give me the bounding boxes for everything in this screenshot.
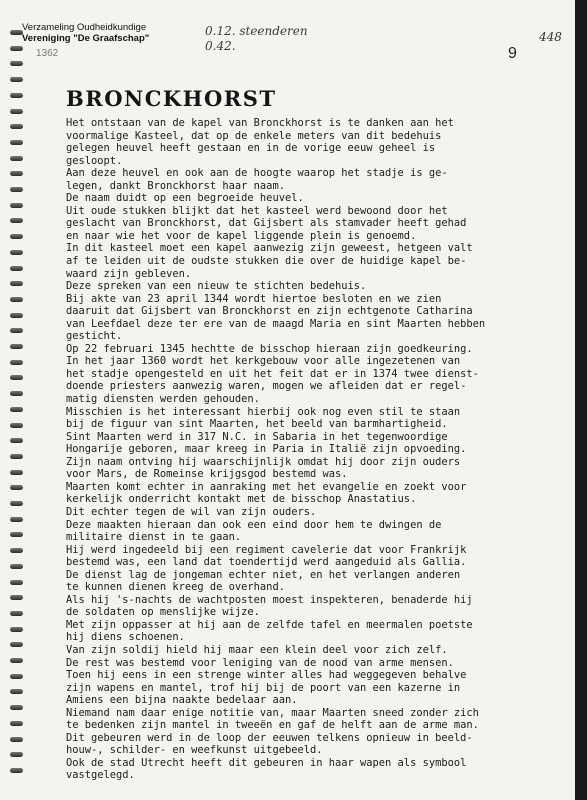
text-line: Hongarije geboren, maar kreeg in Paria in Italië zijn opvoeding. bbox=[66, 443, 467, 456]
binding-coil bbox=[10, 532, 23, 537]
spiral-binding bbox=[10, 30, 24, 790]
handwritten-line-2: 0.42. bbox=[205, 39, 236, 53]
text-line: waard zijn gebleven. bbox=[66, 267, 192, 280]
text-line: gesticht. bbox=[66, 330, 123, 343]
text-line: Deze spreken van een nieuw te stichten bedehuis. bbox=[66, 280, 367, 293]
text-line: zijn wapens en mantel, trof hij bij de poort van een kazerne in bbox=[66, 681, 461, 694]
text-line: Hij werd ingedeeld bij een regiment cavelerie dat voor Frankrijk bbox=[66, 543, 467, 556]
stamp-line-1: Verzameling Oudheidkundige bbox=[22, 22, 147, 33]
binding-coil bbox=[10, 627, 23, 632]
binding-coil bbox=[10, 564, 23, 569]
binding-coil bbox=[10, 737, 23, 742]
binding-coil bbox=[10, 721, 23, 726]
text-line: hij diens schoenen. bbox=[66, 631, 185, 644]
binding-coil bbox=[10, 360, 23, 365]
text-line: gesloopt. bbox=[66, 154, 123, 167]
binding-coil bbox=[10, 140, 23, 145]
binding-coil bbox=[10, 611, 23, 616]
text-line: Dit echter tegen de wil van zijn ouders. bbox=[66, 505, 317, 518]
body-text bbox=[66, 117, 561, 782]
binding-coil bbox=[10, 674, 23, 679]
binding-coil bbox=[10, 485, 23, 490]
document-title: BRONCKHORST bbox=[66, 86, 277, 111]
text-line: Bij akte van 23 april 1344 wordt hiertoe besloten en we zien bbox=[66, 292, 442, 305]
text-line: Uit oude stukken blijkt dat het kasteel werd bewoond door het bbox=[66, 204, 448, 217]
binding-coil bbox=[10, 501, 23, 506]
text-line: Maarten komt echter in aanraking met het evangelie en zoekt voor bbox=[66, 480, 467, 493]
text-line: De rest was bestemd voor leniging van de nood van arme mensen. bbox=[66, 656, 454, 669]
binding-coil bbox=[10, 234, 23, 239]
text-line: De naam duidt op een begroeide heuvel. bbox=[66, 192, 304, 205]
binding-coil bbox=[10, 171, 23, 176]
binding-coil bbox=[10, 375, 23, 380]
text-line: doende priesters aanwezig waren, mogen we afleiden dat er regel- bbox=[66, 380, 467, 393]
text-line: houw-, schilder- en weefkunst uitgebeeld. bbox=[66, 744, 323, 757]
binding-coil bbox=[10, 517, 23, 522]
binding-coil bbox=[10, 595, 23, 600]
text-line: vastgelegd. bbox=[66, 769, 135, 782]
binding-coil bbox=[10, 580, 23, 585]
text-line: kerkelijk onderricht kontakt met de bisschop Anastatius. bbox=[66, 493, 417, 506]
text-line: Amiens een bijna naakte bedelaar aan. bbox=[66, 694, 298, 707]
binding-coil bbox=[10, 124, 23, 129]
text-line: Niemand nam daar enige notitie van, maar Maarten sneed zonder zich bbox=[66, 706, 479, 719]
binding-coil bbox=[10, 328, 23, 333]
text-line: De dienst lag de jongeman echter niet, en het verlangen anderen bbox=[66, 568, 461, 581]
text-line: Als hij 's-nachts de wachtposten moest inspekteren, benaderde hij bbox=[66, 593, 473, 606]
text-line: Van zijn soldij hield hij maar een klein deel voor zich zelf. bbox=[66, 643, 448, 656]
handwritten-note bbox=[205, 24, 308, 54]
binding-coil bbox=[10, 391, 23, 396]
text-line: militaire dienst in te gaan. bbox=[66, 531, 242, 544]
text-line: In dit kasteel moet een kapel aanwezig zijn geweest, hetgeen valt bbox=[66, 242, 473, 255]
text-line: af te leiden uit de oudste stukken die over de huidige kapel be- bbox=[66, 255, 467, 268]
binding-coil bbox=[10, 218, 23, 223]
binding-coil bbox=[10, 705, 23, 710]
text-line: Het ontstaan van de kapel van Bronckhorst is te danken aan het bbox=[66, 117, 454, 129]
binding-coil bbox=[10, 689, 23, 694]
binding-coil bbox=[10, 250, 23, 255]
page-number: 9 bbox=[508, 45, 517, 62]
binding-coil bbox=[10, 642, 23, 647]
text-line: Ook de stad Utrecht heeft dit gebeuren in haar wapen als symbool bbox=[66, 756, 467, 769]
text-line: In het jaar 1360 wordt het kerkgebouw voor alle ingezetenen van bbox=[66, 355, 461, 368]
binding-coil bbox=[10, 344, 23, 349]
text-line: Misschien is het interessant hierbij ook nog even stil te staan bbox=[66, 405, 461, 418]
text-line: bestemd was, een land dat toendertijd werd aangeduid als Gallia. bbox=[66, 556, 467, 569]
binding-coil bbox=[10, 156, 23, 161]
text-line: Met zijn oppasser at hij aan de zelfde tafel en meermalen poetste bbox=[66, 618, 473, 631]
binding-coil bbox=[10, 61, 23, 66]
text-line: te kunnen dienen kreeg de overhand. bbox=[66, 581, 285, 594]
text-line: Zijn naam ontving hij waarschijnlijk omdat hij door zijn ouders bbox=[66, 455, 461, 468]
text-line: daaruit dat Gijsbert van Bronckhorst en zijn echtgenote Catharina bbox=[66, 305, 473, 318]
binding-coil bbox=[10, 548, 23, 553]
text-line: voormalige Kasteel, dat op de enkele meters van dit bedehuis bbox=[66, 129, 442, 142]
text-line: Aan deze heuvel en ook aan de hoogte waarop het stadje is ge- bbox=[66, 167, 448, 180]
text-line: bij de figuur van sint Maarten, het beeld van barmhartigheid. bbox=[66, 418, 448, 431]
text-line: Op 22 februari 1345 hechtte de bisschop hieraan zijn goedkeuring. bbox=[66, 342, 473, 355]
binding-coil bbox=[10, 46, 23, 51]
binding-coil bbox=[10, 752, 23, 757]
binding-coil bbox=[10, 438, 23, 443]
binding-coil bbox=[10, 187, 23, 192]
text-line: Dit gebeuren werd in de loop der eeuwen telkens opnieuw in beeld- bbox=[66, 731, 473, 744]
binding-coil bbox=[10, 281, 23, 286]
handwritten-line-1: 0.12. steenderen bbox=[205, 24, 308, 38]
binding-coil bbox=[10, 407, 23, 412]
text-line: voor Mars, de Romeinse krijgsgod bestemd was. bbox=[66, 468, 348, 481]
binding-coil bbox=[10, 93, 23, 98]
text-line: geslacht van Bronckhorst, dat Gijsbert als stamvader heeft gehad bbox=[66, 217, 467, 230]
text-line: gelegen heuvel heeft gestaan en in de vorige eeuw geheel is bbox=[66, 142, 436, 155]
binding-coil bbox=[10, 297, 23, 302]
text-line: matig diensten werden gehouden. bbox=[66, 393, 260, 406]
text-line: van Leefdael deze ter ere van de maagd Maria en sint Maarten hebben bbox=[66, 317, 486, 330]
archive-stamp bbox=[22, 22, 149, 44]
binding-coil bbox=[10, 203, 23, 208]
text-line: legen, dankt Bronckhorst haar naam. bbox=[66, 179, 285, 192]
binding-coil bbox=[10, 470, 23, 475]
binding-coil bbox=[10, 423, 23, 428]
binding-coil bbox=[10, 109, 23, 114]
binding-coil bbox=[10, 768, 23, 773]
text-line: de soldaten op menslijke wijze. bbox=[66, 606, 260, 619]
text-line: het stadje opengesteld en uit het feit dat er in 1374 twee dienst- bbox=[66, 367, 479, 380]
folio-number: 448 bbox=[539, 30, 562, 44]
text-line: en naar wie het voor de kapel liggende plein is genoemd. bbox=[66, 229, 417, 242]
text-line: te bedenken zijn mantel in tweeën en gaf de helft aan de arme man. bbox=[66, 719, 479, 732]
binding-coil bbox=[10, 77, 23, 82]
binding-coil bbox=[10, 658, 23, 663]
text-line: Deze maakten hieraan dan ook een eind door hem te dwingen de bbox=[66, 518, 442, 531]
stamp-year: 1362 bbox=[36, 48, 59, 59]
text-line: Toen hij eens in een strenge winter alles had weggegeven behalve bbox=[66, 669, 467, 682]
binding-coil bbox=[10, 454, 23, 459]
stamp-line-2: Vereniging "De Graafschap" bbox=[22, 33, 150, 44]
text-line: Sint Maarten werd in 317 N.C. in Sabaria in het tegenwoordige bbox=[66, 430, 448, 443]
binding-coil bbox=[10, 266, 23, 271]
binding-coil bbox=[10, 313, 23, 318]
